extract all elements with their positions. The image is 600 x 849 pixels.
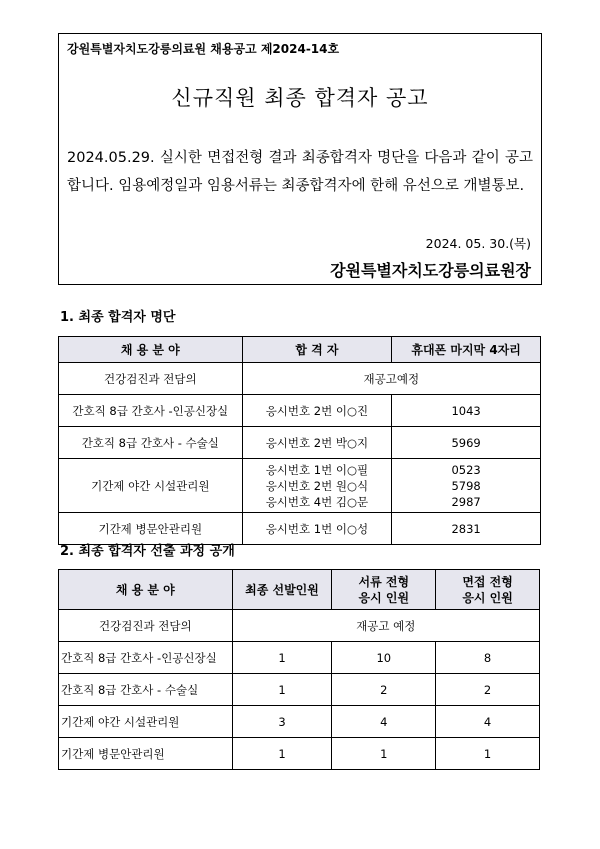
field-cell: 간호직 8급 간호사 - 수술실 [59, 674, 233, 706]
header-phone: 휴대폰 마지막 4자리 [392, 337, 541, 363]
field-cell: 기간제 야간 시설관리원 [59, 459, 243, 513]
selected-cell: 1 [232, 674, 332, 706]
table-row [59, 363, 541, 395]
field-cell: 간호직 8급 간호사 - 수술실 [59, 427, 243, 459]
interview-cell: 1 [436, 738, 540, 770]
field-cell: 기간제 병문안관리원 [59, 513, 243, 545]
field-cell: 기간제 야간 시설관리원 [59, 706, 233, 738]
notice-date: 2024. 05. 30.(목) [425, 236, 531, 251]
passer-cell: 응시번호 1번 이○성 [242, 513, 392, 545]
table-row [59, 610, 540, 642]
notice-issuer: 강원특별자치도강릉의료원장 [330, 261, 531, 280]
table-row [59, 427, 541, 459]
notice-box [58, 33, 542, 285]
document-cell: 4 [332, 706, 436, 738]
passer-cell: 응시번호 2번 이○진 [242, 395, 392, 427]
document-cell: 10 [332, 642, 436, 674]
interview-cell: 2 [436, 674, 540, 706]
table-header-row [59, 570, 540, 610]
table-row [59, 706, 540, 738]
table-row [59, 395, 541, 427]
field-cell: 간호직 8급 간호사 -인공신장실 [59, 642, 233, 674]
header-selected: 최종 선발인원 [232, 570, 332, 610]
table-row [59, 642, 540, 674]
notice-body: 2024.05.29. 실시한 면접전형 결과 최종합격자 명단을 다음과 같이 공고합니다. 임용예정일과 임용서류는 최종합격자에 한해 유선으로 개별통보. [67, 150, 533, 194]
interview-cell: 4 [436, 706, 540, 738]
header-passers: 합 격 자 [242, 337, 392, 363]
table-header-row [59, 337, 541, 363]
document-cell: 2 [332, 674, 436, 706]
merged-cell: 재공고 예정 [232, 610, 539, 642]
field-cell: 건강검진과 전담의 [59, 363, 243, 395]
header-document-applicants: 서류 전형 응시 인원 [332, 570, 436, 610]
section2-title: 2. 최종 합격자 선출 과정 공개 [60, 544, 235, 559]
section1-title: 1. 최종 합격자 명단 [60, 310, 176, 325]
field-cell: 기간제 병문안관리원 [59, 738, 233, 770]
phone-cell: 5969 [392, 427, 541, 459]
merged-cell: 재공고예정 [242, 363, 540, 395]
phone-cell: 2831 [392, 513, 541, 545]
passer-cell: 응시번호 2번 박○지 [242, 427, 392, 459]
notice-title: 신규직원 최종 합격자 공고 [171, 86, 429, 110]
final-passers-table [58, 336, 541, 545]
document-cell: 1 [332, 738, 436, 770]
selected-cell: 1 [232, 738, 332, 770]
table-row [59, 459, 541, 513]
phone-cell: 1043 [392, 395, 541, 427]
header-interview-applicants: 면접 전형 응시 인원 [436, 570, 540, 610]
selected-cell: 1 [232, 642, 332, 674]
interview-cell: 8 [436, 642, 540, 674]
table-row [59, 674, 540, 706]
header-field: 채 용 분 야 [59, 570, 233, 610]
table-row [59, 738, 540, 770]
notice-number: 강원특별자치도강릉의료원 채용공고 제2024-14호 [67, 42, 340, 56]
header-field: 채 용 분 야 [59, 337, 243, 363]
field-cell: 건강검진과 전담의 [59, 610, 233, 642]
selection-process-table [58, 569, 540, 770]
phone-cell: 0523 5798 2987 [392, 459, 541, 513]
selected-cell: 3 [232, 706, 332, 738]
field-cell: 간호직 8급 간호사 -인공신장실 [59, 395, 243, 427]
passer-cell: 응시번호 1번 이○필 응시번호 2번 원○식 응시번호 4번 김○문 [242, 459, 392, 513]
